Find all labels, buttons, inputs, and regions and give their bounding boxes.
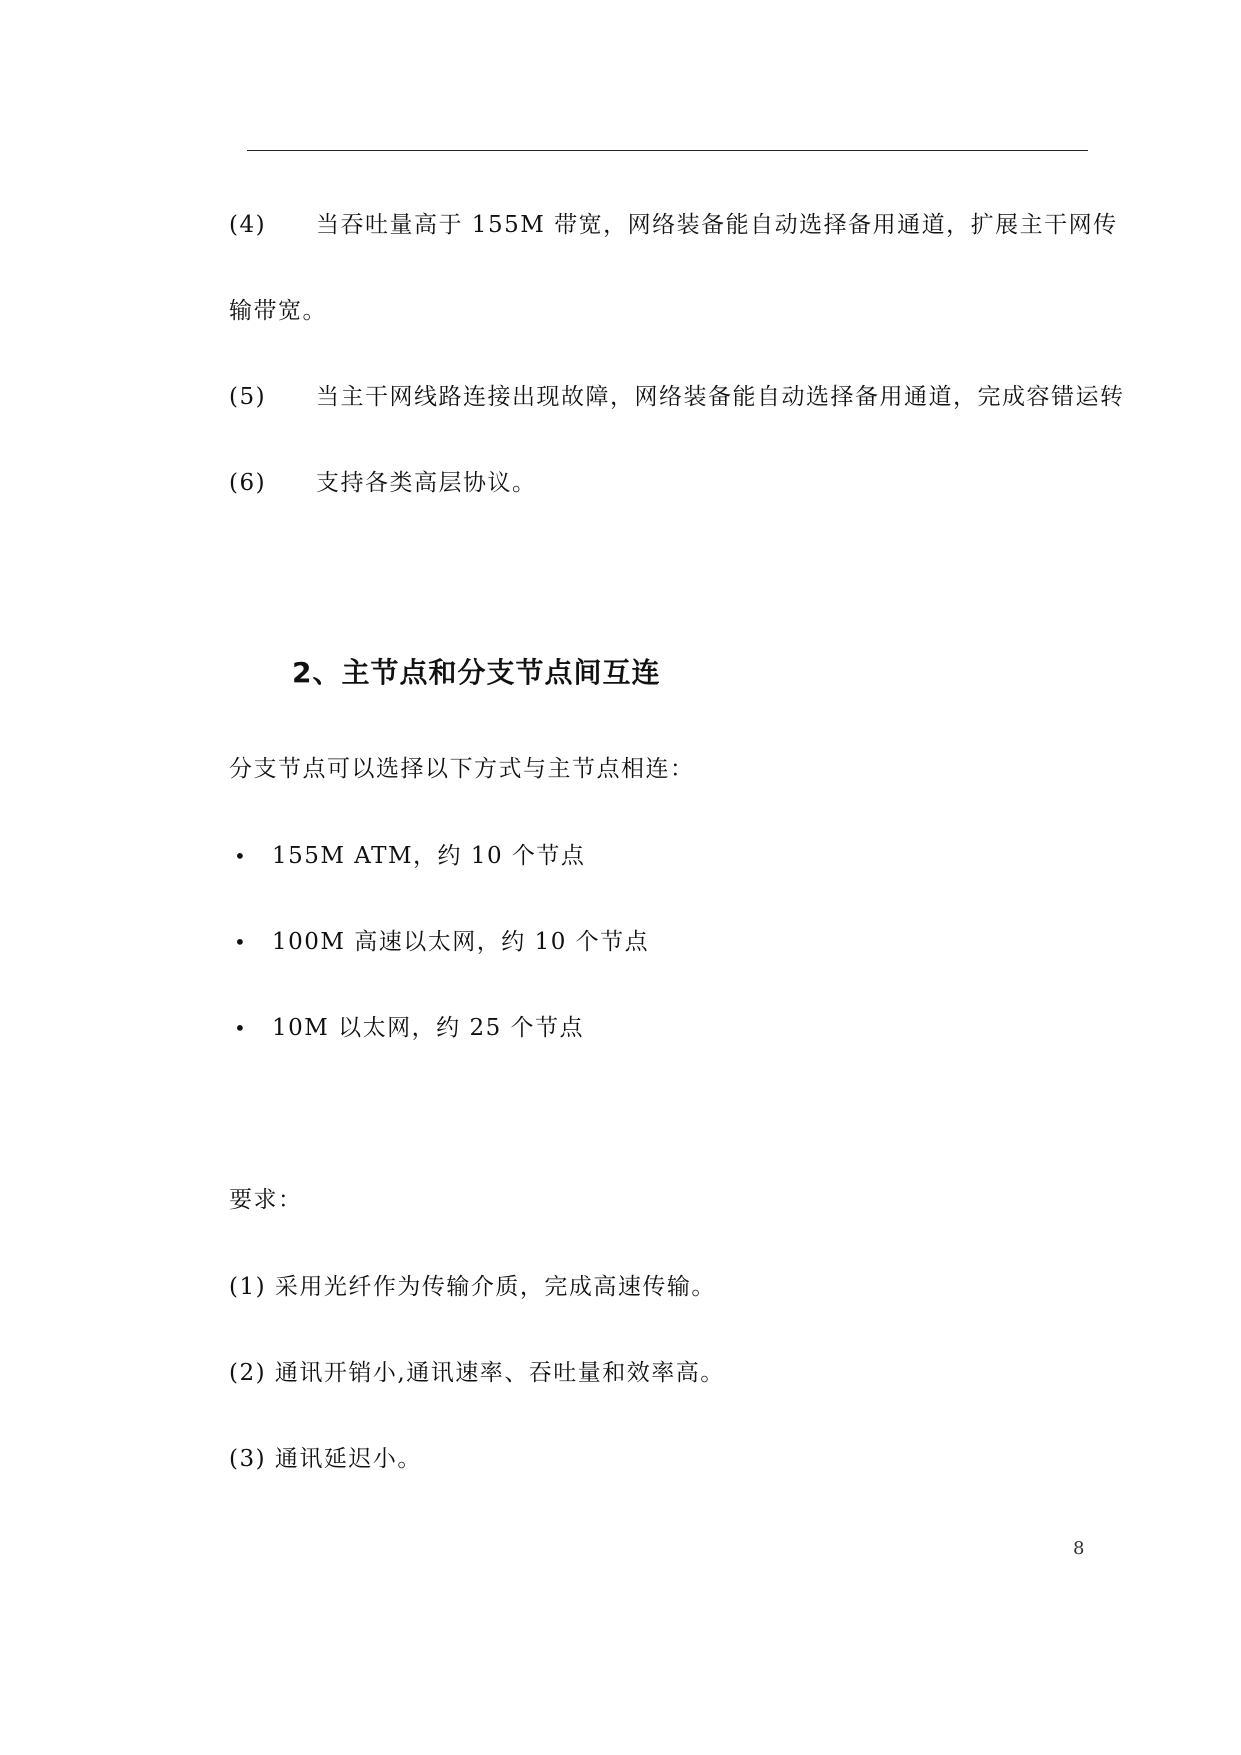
item-number: (5) [229,384,267,410]
bullet-item-text: 100M 高速以太网，约 10 个节点 [272,929,650,955]
list-item-6 [229,468,266,498]
requirement-text: 采用光纤作为传输介质，完成高速传输。 [274,1274,716,1300]
requirements-label: 要求： [229,1187,303,1213]
requirement-text: 通讯开销小,通讯速率、吞吐量和效率高。 [274,1360,725,1386]
header-rule [247,150,1088,151]
list-item-5 [229,382,266,412]
item-number: (4) [229,212,267,238]
requirement-item [229,1358,725,1388]
requirement-item [229,1444,422,1474]
requirement-text: 通讯延迟小。 [274,1446,422,1472]
bullet-icon: • [234,930,246,954]
bullet-item-text: 10M 以太网，约 25 个节点 [272,1015,585,1041]
bullet-icon: • [234,1016,246,1040]
item-4-text: 当吞吐量高于 155M 带宽，网络装备能自动选择备用通道，扩展主干网传 [316,212,1118,238]
item-4-continuation: 输带宽。 [229,298,327,324]
item-number: (6) [229,470,267,496]
item-6-text: 支持各类高层协议。 [316,470,537,496]
item-5-text: 当主干网线路连接出现故障，网络装备能自动选择备用通道，完成容错运转 [316,384,1125,410]
item-number: (2) [229,1360,267,1386]
list-item-4 [229,210,266,240]
item-number: (3) [229,1446,267,1472]
bullet-icon: • [234,844,246,868]
item-number: (1) [229,1274,267,1300]
page-number: 8 [1073,1538,1085,1559]
bullet-item-text: 155M ATM，约 10 个节点 [272,843,586,869]
section-heading: 2、主节点和分支节点间互连 [292,656,661,689]
requirement-item [229,1272,716,1302]
intro-text: 分支节点可以选择以下方式与主节点相连： [229,756,695,782]
